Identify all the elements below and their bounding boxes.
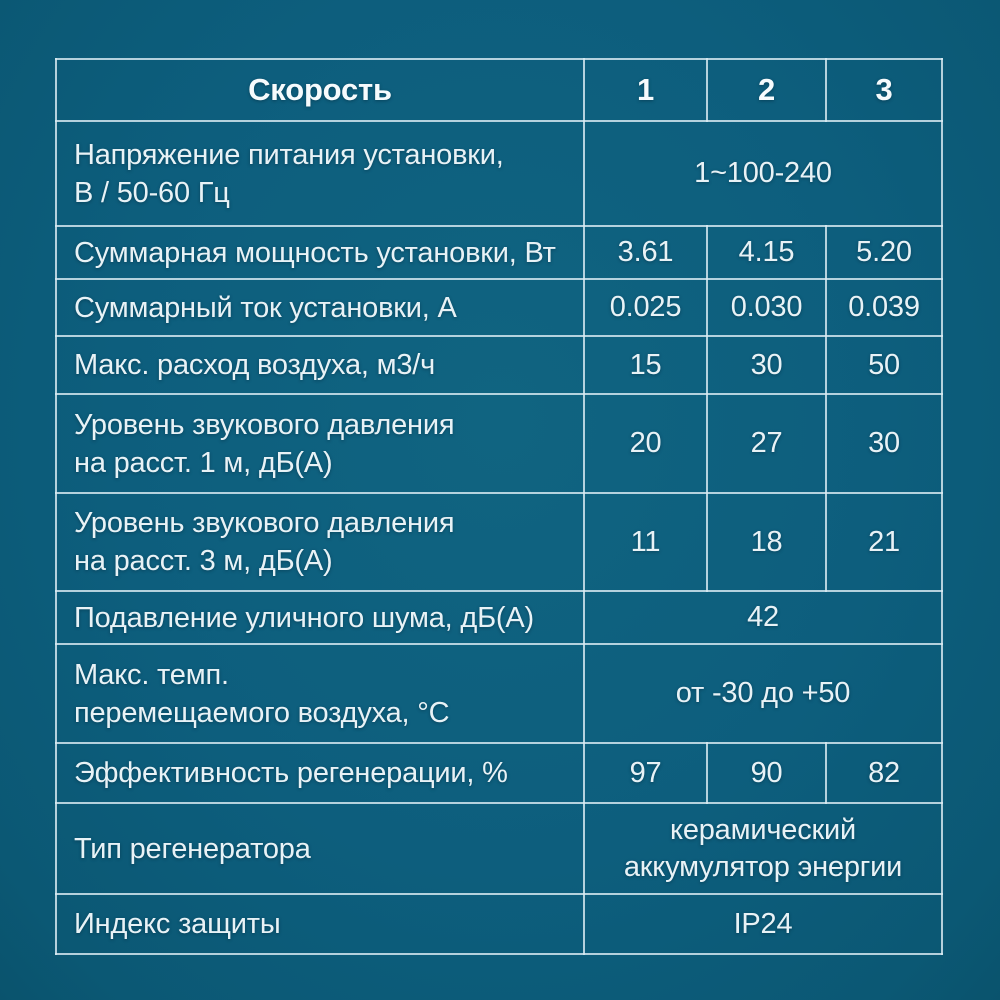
value-sound1m-speed3: 30: [826, 394, 942, 493]
label-line: Суммарная мощность установки, Вт: [74, 236, 556, 269]
row-label-max-air-temp: [56, 644, 584, 743]
value-line: IP24: [733, 907, 793, 940]
label-line: Макс. темп.: [74, 658, 229, 691]
label-line: Уровень звукового давления: [74, 408, 455, 441]
table-row-sound-pressure-3m: [56, 493, 942, 591]
table-row-max-air-temp: [56, 644, 942, 743]
row-label-voltage: [56, 121, 584, 226]
value-current-speed3: 0.039: [826, 279, 942, 336]
value-current-speed1: 0.025: [584, 279, 707, 336]
value-regenerator-type: [584, 803, 942, 894]
value-power-speed3: 5.20: [826, 226, 942, 279]
value-max-air-temp: [584, 644, 942, 743]
row-label-total-current: [56, 279, 584, 336]
label-line: В / 50-60 Гц: [74, 176, 230, 209]
header-speed-2: 2: [707, 59, 826, 121]
label-line: на расст. 1 м, дБ(А): [74, 446, 333, 479]
specs-table: [55, 58, 943, 955]
value-airflow-speed1: 15: [584, 336, 707, 394]
table-header-row: [56, 59, 942, 121]
value-sound3m-speed2: 18: [707, 493, 826, 591]
row-label-noise-suppression: [56, 591, 584, 644]
table-row-noise-suppression: [56, 591, 942, 644]
label-line: Эффективность регенерации, %: [74, 757, 508, 789]
row-label-regeneration-efficiency: [56, 743, 584, 803]
row-label-sound-pressure-3m: [56, 493, 584, 591]
label-line: Напряжение питания установки,: [74, 138, 504, 171]
label-line: Подавление уличного шума, дБ(А): [74, 601, 534, 634]
table-row-total-power: [56, 226, 942, 279]
header-speed-title: Скорость: [56, 59, 584, 121]
value-line: аккумулятор энергии: [623, 850, 903, 883]
table-row-max-airflow: [56, 336, 942, 394]
label-line: перемещаемого воздуха, °С: [74, 696, 450, 729]
header-speed-1: 1: [584, 59, 707, 121]
value-line: от -30 до +50: [675, 677, 851, 709]
value-efficiency-speed1: 97: [584, 743, 707, 803]
value-sound3m-speed3: 21: [826, 493, 942, 591]
label-line: Тип регенератора: [74, 832, 311, 865]
label-line: Индекс защиты: [74, 908, 281, 940]
value-voltage: [584, 121, 942, 226]
value-line: керамический: [670, 813, 856, 846]
value-sound1m-speed2: 27: [707, 394, 826, 493]
label-line: Уровень звукового давления: [74, 507, 455, 539]
value-power-speed2: 4.15: [707, 226, 826, 279]
value-power-speed1: 3.61: [584, 226, 707, 279]
value-noise-suppression: [584, 591, 942, 644]
value-efficiency-speed3: 82: [826, 743, 942, 803]
value-line: 1~100-240: [694, 157, 832, 189]
value-current-speed2: 0.030: [707, 279, 826, 336]
row-label-protection-index: [56, 894, 584, 954]
label-line: Суммарный ток установки, А: [74, 291, 457, 324]
value-protection-index: [584, 894, 942, 954]
value-efficiency-speed2: 90: [707, 743, 826, 803]
table-row-total-current: [56, 279, 942, 336]
table-row-sound-pressure-1m: [56, 394, 942, 493]
table-row-protection-index: [56, 894, 942, 954]
value-sound1m-speed1: 20: [584, 394, 707, 493]
value-airflow-speed2: 30: [707, 336, 826, 394]
value-sound3m-speed1: 11: [584, 493, 707, 591]
table-row-regeneration-efficiency: [56, 743, 942, 803]
label-line: Макс. расход воздуха, м3/ч: [74, 349, 436, 381]
row-label-sound-pressure-1m: [56, 394, 584, 493]
row-label-total-power: [56, 226, 584, 279]
row-label-max-airflow: [56, 336, 584, 394]
value-airflow-speed3: 50: [826, 336, 942, 394]
label-line: на расст. 3 м, дБ(А): [74, 545, 333, 577]
header-speed-3: 3: [826, 59, 942, 121]
table-row-voltage: [56, 121, 942, 226]
value-line: 42: [747, 601, 779, 633]
row-label-regenerator-type: [56, 803, 584, 894]
table-row-regenerator-type: [56, 803, 942, 894]
